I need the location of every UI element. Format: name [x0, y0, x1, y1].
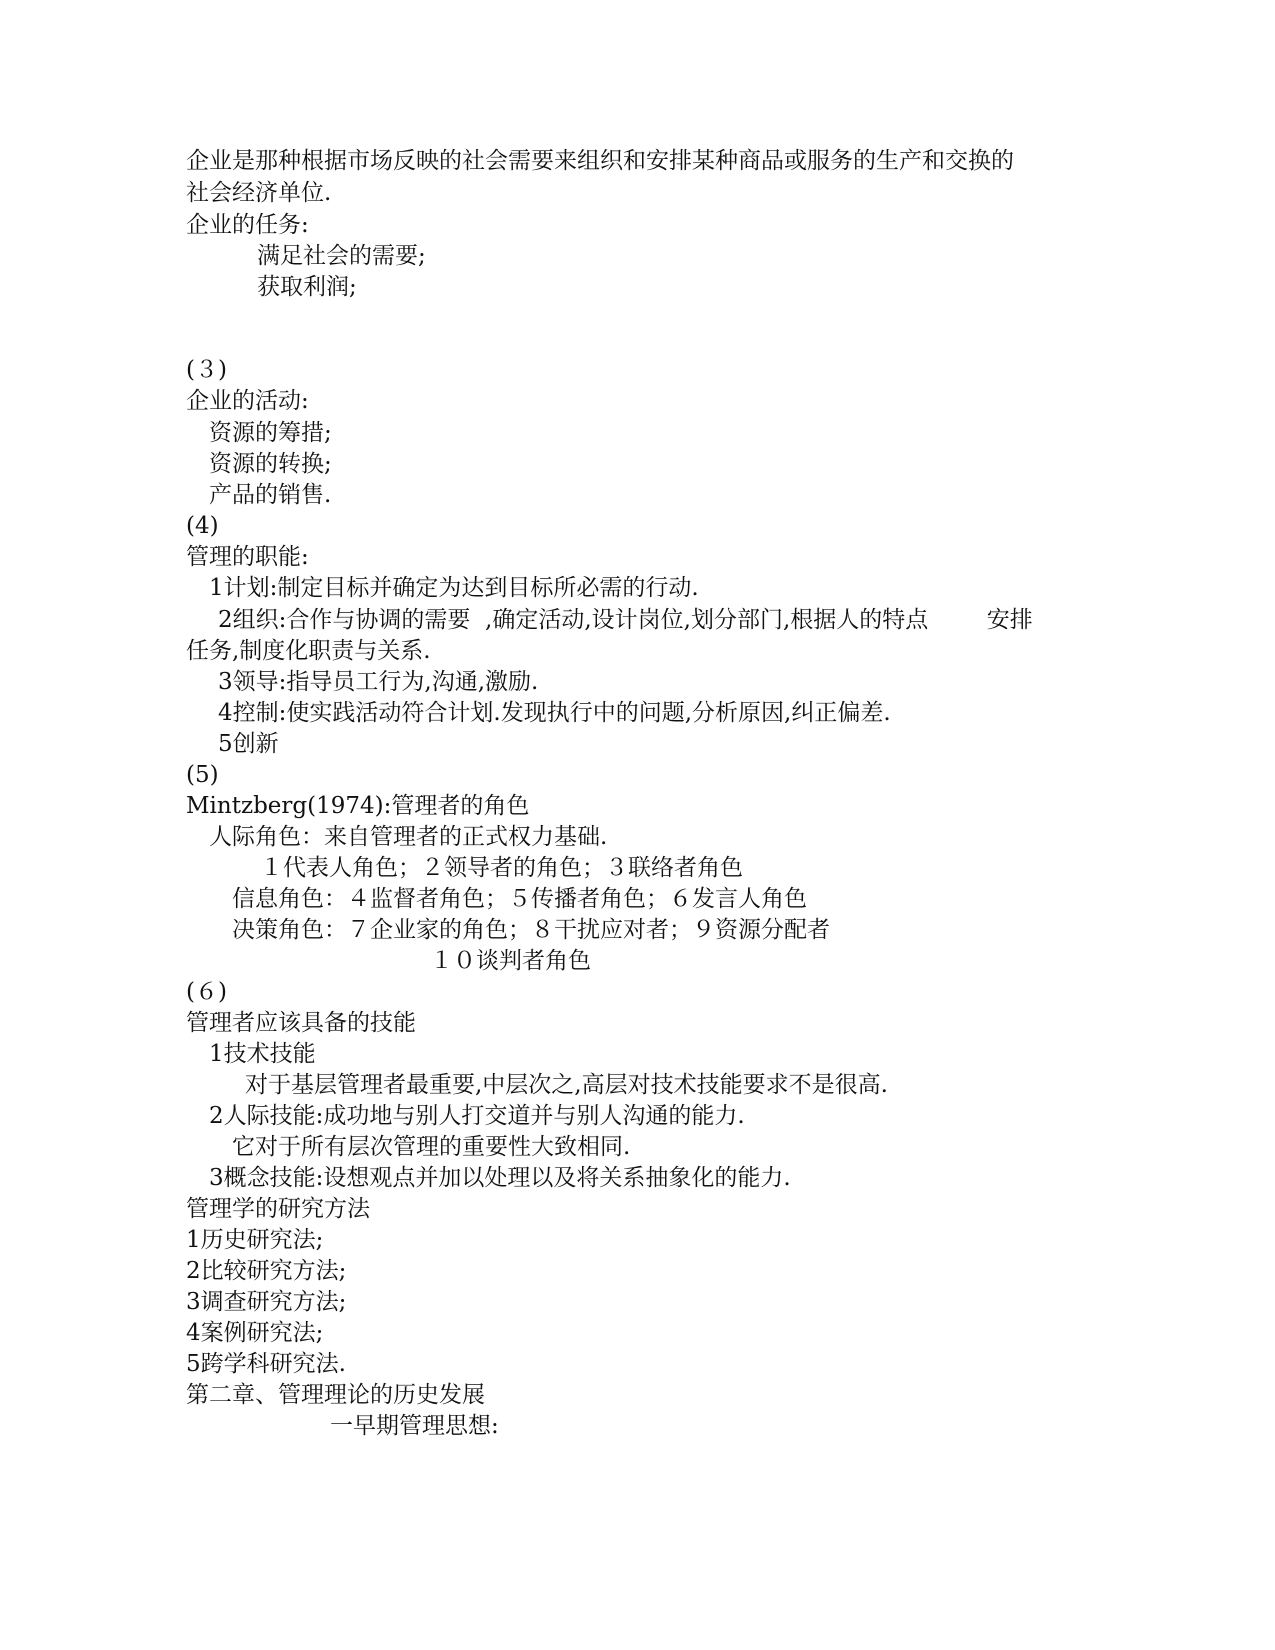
list-item-task: 获取利润;: [257, 274, 357, 300]
list-item-activity: 产品的销售.: [209, 482, 332, 508]
role-group: 人际角色：来自管理者的正式权力基础.: [209, 824, 608, 850]
role-group: 决策角色：７企业家的角色；８干扰应对者；９资源分配者: [232, 917, 830, 943]
list-item-function: 3领导:指导员工行为,沟通,激励.: [218, 669, 539, 695]
paragraph-enterprise-definition-cont: 社会经济单位.: [186, 180, 332, 206]
list-item-method: 1历史研究法;: [186, 1227, 324, 1253]
paragraph-enterprise-definition: 企业是那种根据市场反映的社会需要来组织和安排某种商品或服务的生产和交换的: [186, 148, 1014, 174]
list-item-skill: 1技术技能: [209, 1041, 316, 1067]
chapter-heading: 第二章、管理理论的历史发展: [186, 1382, 485, 1408]
list-item-method: 3调查研究方法;: [186, 1289, 347, 1315]
list-item-function: 1计划:制定目标并确定为达到目标所必需的行动.: [209, 575, 699, 601]
list-item-method: 5跨学科研究法.: [186, 1351, 346, 1377]
heading-manager-skills: 管理者应该具备的技能: [186, 1010, 416, 1036]
list-item-skill: 3概念技能:设想观点并加以处理以及将关系抽象化的能力.: [209, 1165, 791, 1191]
heading-management-functions: 管理的职能:: [186, 544, 309, 570]
skill-description: 它对于所有层次管理的重要性大致相同.: [232, 1134, 631, 1160]
subheading-early-thought: 一早期管理思想:: [330, 1413, 499, 1439]
list-item-function-cont: 任务,制度化职责与关系.: [186, 638, 431, 664]
list-item-activity: 资源的筹措;: [209, 420, 332, 446]
list-item-method: 4案例研究法;: [186, 1320, 324, 1346]
role-group: 信息角色：４监督者角色；５传播者角色；６发言人角色: [232, 886, 807, 912]
section-number: (5): [186, 762, 219, 788]
skill-description: 对于基层管理者最重要,中层次之,高层对技术技能要求不是很高.: [245, 1072, 888, 1098]
list-item-task: 满足社会的需要;: [257, 243, 426, 269]
list-item-activity: 资源的转换;: [209, 451, 332, 477]
heading-enterprise-tasks: 企业的任务:: [186, 212, 309, 238]
list-item-function: 4控制:使实践活动符合计划.发现执行中的问题,分析原因,纠正偏差.: [218, 700, 891, 726]
list-item-function: 2组织:合作与协调的需要 ,确定活动,设计岗位,划分部门,根据人的特点 安排: [218, 607, 1033, 633]
section-number: (６): [186, 979, 227, 1005]
heading-research-methods: 管理学的研究方法: [186, 1196, 370, 1222]
list-item-skill: 2人际技能:成功地与别人打交道并与别人沟通的能力.: [209, 1103, 745, 1129]
list-item-method: 2比较研究方法;: [186, 1258, 347, 1284]
heading-manager-roles: Mintzberg(1974):管理者的角色: [186, 793, 530, 819]
section-number: (4): [186, 513, 219, 539]
heading-enterprise-activities: 企业的活动:: [186, 388, 309, 414]
list-item-function: 5创新: [218, 731, 279, 757]
role-list: １代表人角色；２领导者的角色；３联络者角色: [260, 855, 743, 881]
section-number: (３): [186, 357, 227, 383]
role-list: １０谈判者角色: [430, 948, 591, 974]
